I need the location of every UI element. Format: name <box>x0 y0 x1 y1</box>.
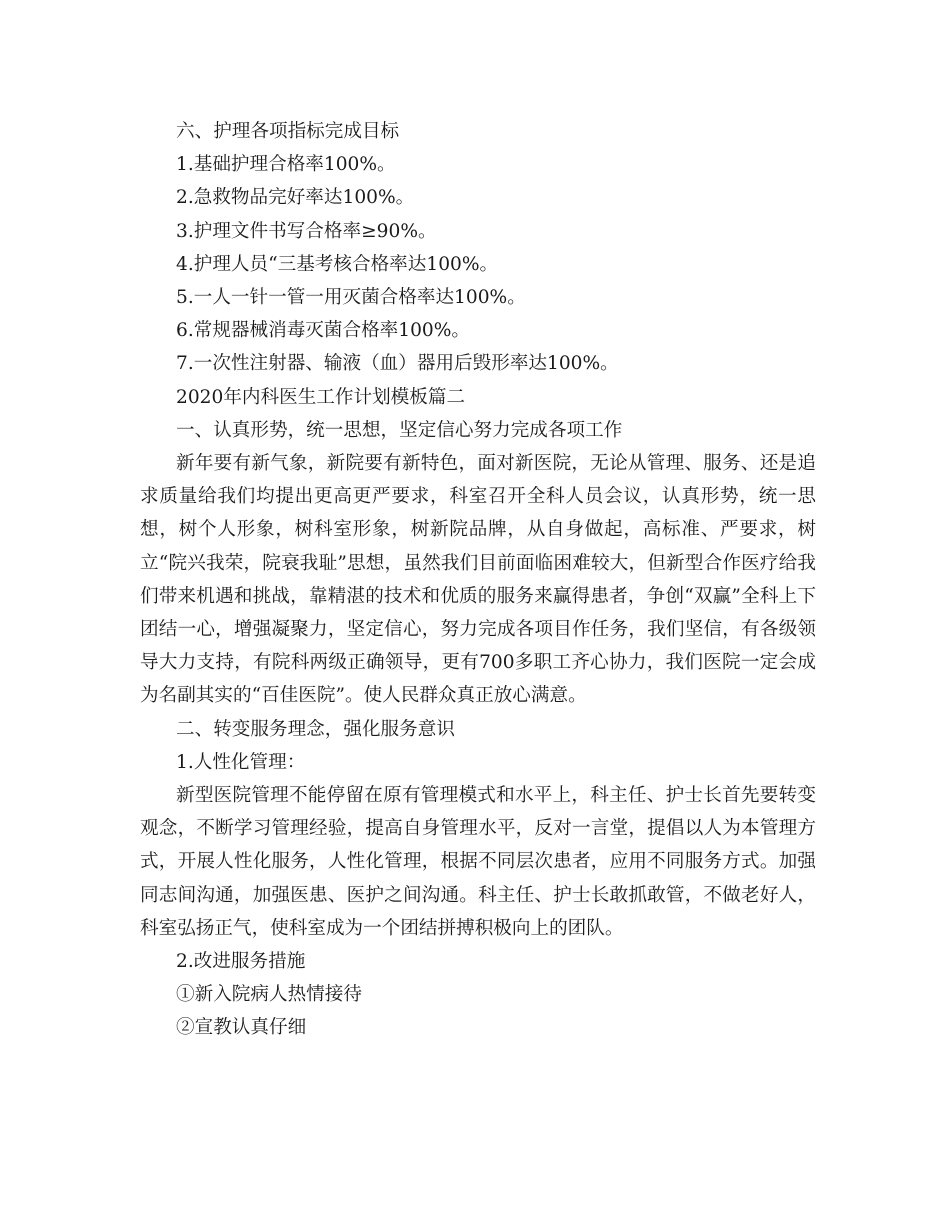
list-item: ②宣教认真仔细 <box>176 1017 307 1039</box>
section-heading: 一、认真形势，统一思想，坚定信心努力完成各项工作 <box>176 419 623 441</box>
section-heading: 二、转变服务理念，强化服务意识 <box>176 718 455 740</box>
list-item: 2.急救物品完好率达100%。 <box>176 187 415 209</box>
list-item: 7.一次性注射器、输液（血）器用后毁形率达100%。 <box>176 353 619 375</box>
subsection-heading: 1.人性化管理： <box>176 751 306 773</box>
list-item: 4.护理人员“三基考核合格率达100%。 <box>176 253 499 275</box>
section-heading: 六、护理各项指标完成目标 <box>176 121 400 142</box>
list-item: 1.基础护理合格率100%。 <box>176 154 396 176</box>
body-paragraph: 新型医院管理不能停留在原有管理模式和水平上，科主任、护士长首先要转变观念，不断学习管理经验，提高自身管理水平，反对一言堂，提倡以人为本管理方式，开展人性化服务，人性化管理，根据不同层次患者，应用不同服务方式。加强同志间沟通，加强医患、医护之间沟通。科主任、护士长敢抓敢管，不做老好人，科室弘扬正气，使科室成为一个团结拼搏积极向上的团队。 <box>140 785 816 939</box>
list-item: 6.常规器械消毒灭菌合格率100%。 <box>176 320 471 342</box>
subsection-heading: 2.改进服务措施 <box>176 951 306 973</box>
list-item: 5.一人一针一管一用灭菌合格率达100%。 <box>176 287 526 309</box>
document-body <box>140 115 816 1045</box>
part-title: 2020年内科医生工作计划模板篇二 <box>176 386 466 408</box>
list-item: 3.护理文件书写合格率≥90%。 <box>176 220 437 242</box>
body-paragraph: 新年要有新气象，新院要有新特色，面对新医院，无论从管理、服务、还是追求质量给我们均提出更高更严要求，科室召开全科人员会议，认真形势，统一思想，树个人形象，树科室形象，树新院品牌，从自身做起，高标准、严要求，树立“院兴我荣，院衰我耻”思想，虽然我们目前面临困难较大，但新型合作医疗给我们带来机遇和挑战，靠精湛的技术和优质的服务来赢得患者，争创“双赢”全科上下团结一心，增强凝聚力，坚定信心，努力完成各项目作任务，我们坚信，有各级领导大力支持，有院科两级正确领导，更有700多职工齐心协力，我们医院一定会成为名副其实的“百佳医院”。使人民群众真正放心满意。 <box>140 453 816 707</box>
list-item: ①新入院病人热情接待 <box>176 984 362 1006</box>
